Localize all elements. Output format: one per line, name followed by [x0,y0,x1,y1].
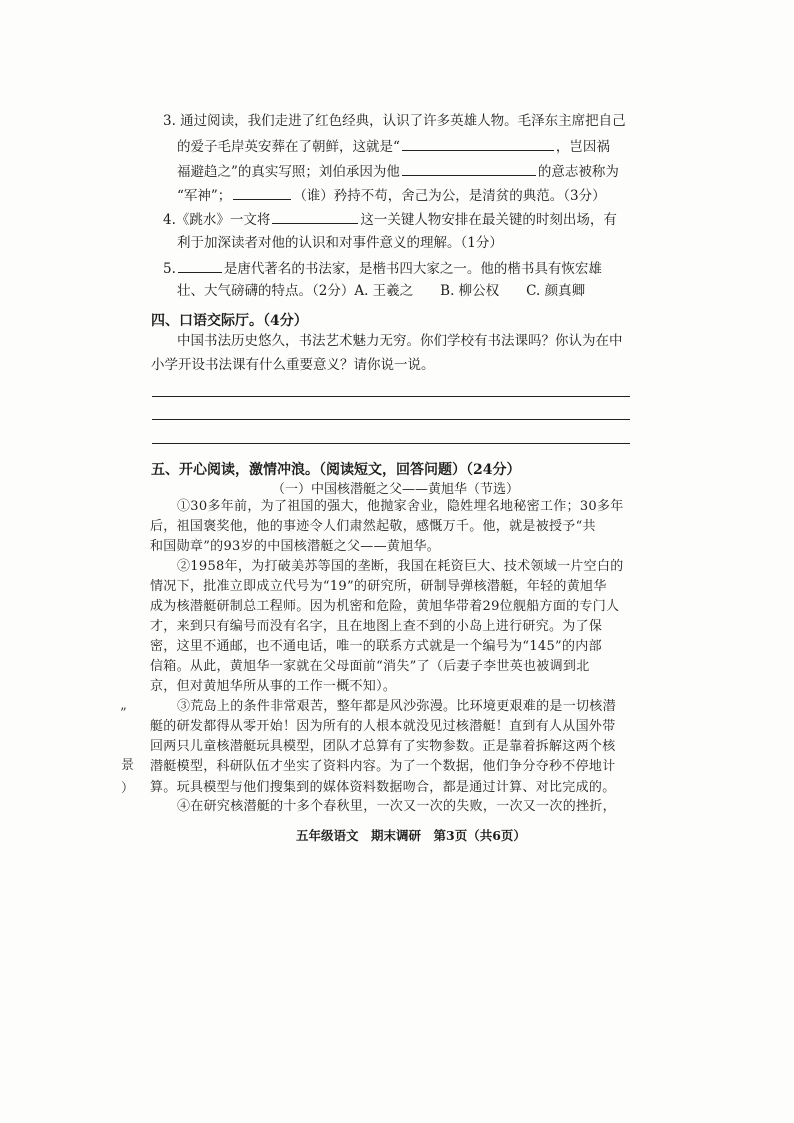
passage-line: 情况下，批准立即成立代号为“19”的研究所，研制导弹核潜艇，年轻的黄旭华 [150,579,607,594]
section-4-prompt-1: 中国书法历史悠久，书法艺术魅力无穷。你们学校有书法课吗？你认为在中 [177,333,623,349]
passage-line: 和国勋章”的93岁的中国核潜艇之父——黄旭华。 [150,539,441,554]
page-footer: 五年级语文 期末调研 第3页（共6页） [296,828,526,843]
q5-number: 5. [163,261,176,277]
q3-line-3-text-b: 的意志被称为 [537,164,619,180]
q3-line-2 [177,139,610,155]
q5-blank[interactable] [178,261,222,273]
passage-line: 京，但对黄旭华所从事的工作一概不知）。 [150,679,397,694]
section-4-prompt-2: 小学开设书法课有什么重要意义？请你说一说。 [151,357,435,373]
passage-line: ③荒岛上的条件非常艰苦，整年都是风沙弥漫。比环境更艰难的是一切核潜 [177,699,616,714]
answer-line-3[interactable] [152,443,630,444]
q5-line-1 [163,261,602,277]
answer-line-1[interactable] [152,396,630,397]
q3-blank-3[interactable] [233,188,291,200]
q4-line-1 [163,212,617,228]
passage-line: 密，这里不通邮，也不通电话，唯一的联系方式就是一个编号为“145”的内部 [150,639,602,654]
section-5-title: 五、开心阅读，激情冲浪。（阅读短文，回答问题）（24分） [151,462,521,478]
margin-char-jing: 景 [121,758,135,773]
passage-line: 回两只儿童核潜艇玩具模型，团队才总算有了实物参数。正是靠着拆解这两个核 [150,739,616,754]
q3-line-4-text-b: （谁）矜持不苟，舍己为公，是清贫的典范。（3分） [293,188,606,204]
passage-line: 算。玩具模型与他们搜集到的媒体资料数据吻合，都是通过计算、对比完成的。 [150,780,616,795]
passage-line: 成为核潜艇研制总工程师。因为机密和危险，黄旭华带着29位舰船方面的专门人 [150,599,620,614]
q4-line-2: 利于加深读者对他的认识和对事件意义的理解。（1分） [177,235,503,251]
q4-blank[interactable] [272,212,358,224]
q3-line-1: 3. 通过阅读，我们走进了红色经典，认识了许多英雄人物。毛泽东主席把自己 [163,113,626,129]
passage-line: 信箱。从此，黄旭华一家就在父母面前“消失”了（后妻子李世英也被调到北 [150,659,590,674]
q3-line-4-text-a: “军神”； [177,188,232,204]
answer-line-2[interactable] [152,419,630,420]
passage-line: 后，祖国褒奖他，他的事迹令人们肃然起敬，感慨万千。他，就是被授予“共 [150,519,596,534]
q3-line-3-text-a: 福避趋之”的真实写照；刘伯承因为他 [177,164,400,180]
passage-line: ④在研究核潜艇的十多个春秋里，一次又一次的失败，一次又一次的挫折， [177,799,616,814]
passage-line: 艇的研发都得从零开始！因为所有的人根本就没见过核潜艇！直到有人从国外带 [150,719,616,734]
passage-title: （一）中国核潜艇之父——黄旭华（节选） [272,482,520,497]
q5-line-2: 壮、大气磅礴的特点。（2分）A. 王羲之 B. 柳公权 C. 颜真卿 [177,283,586,299]
passage-line: ②1958年，为打破美苏等国的垄断，我国在耗资巨大、技术领域一片空白的 [177,559,624,574]
margin-paren: ） [121,781,135,796]
margin-quote-mark: ” [120,706,127,721]
passage-line: 潜艇模型，科研队伍才坐实了资料内容。为了一个数据，他们争分夺秒不停地计 [150,759,616,774]
q3-line-2-text-a: 的爱子毛岸英安葬在了朝鲜，这就是“ [177,139,400,155]
q3-line-3 [177,164,619,180]
passage-line: 才，来到只有编号而没有名字，且在地图上查不到的小岛上进行研究。为了保 [150,619,603,634]
passage-line: ①30多年前，为了祖国的强大，他抛家舍业，隐姓埋名地秘密工作；30多年 [177,499,624,514]
q3-line-4 [177,188,606,204]
q3-line-2-text-b: ，岂因祸 [555,139,610,155]
q3-blank-1[interactable] [402,139,554,151]
q4-line-1-text-b: 这一关键人物安排在最关键的时刻出场，有 [360,212,617,228]
q4-line-1-text-a-real: 4.《跳水》一文将 [163,212,271,228]
section-4-title: 四、口语交际厅。（4分） [151,313,308,329]
q5-line-1-text-b: 是唐代著名的书法家，是楷书四大家之一。他的楷书具有恢宏雄 [223,261,602,277]
q3-blank-2[interactable] [402,164,536,176]
